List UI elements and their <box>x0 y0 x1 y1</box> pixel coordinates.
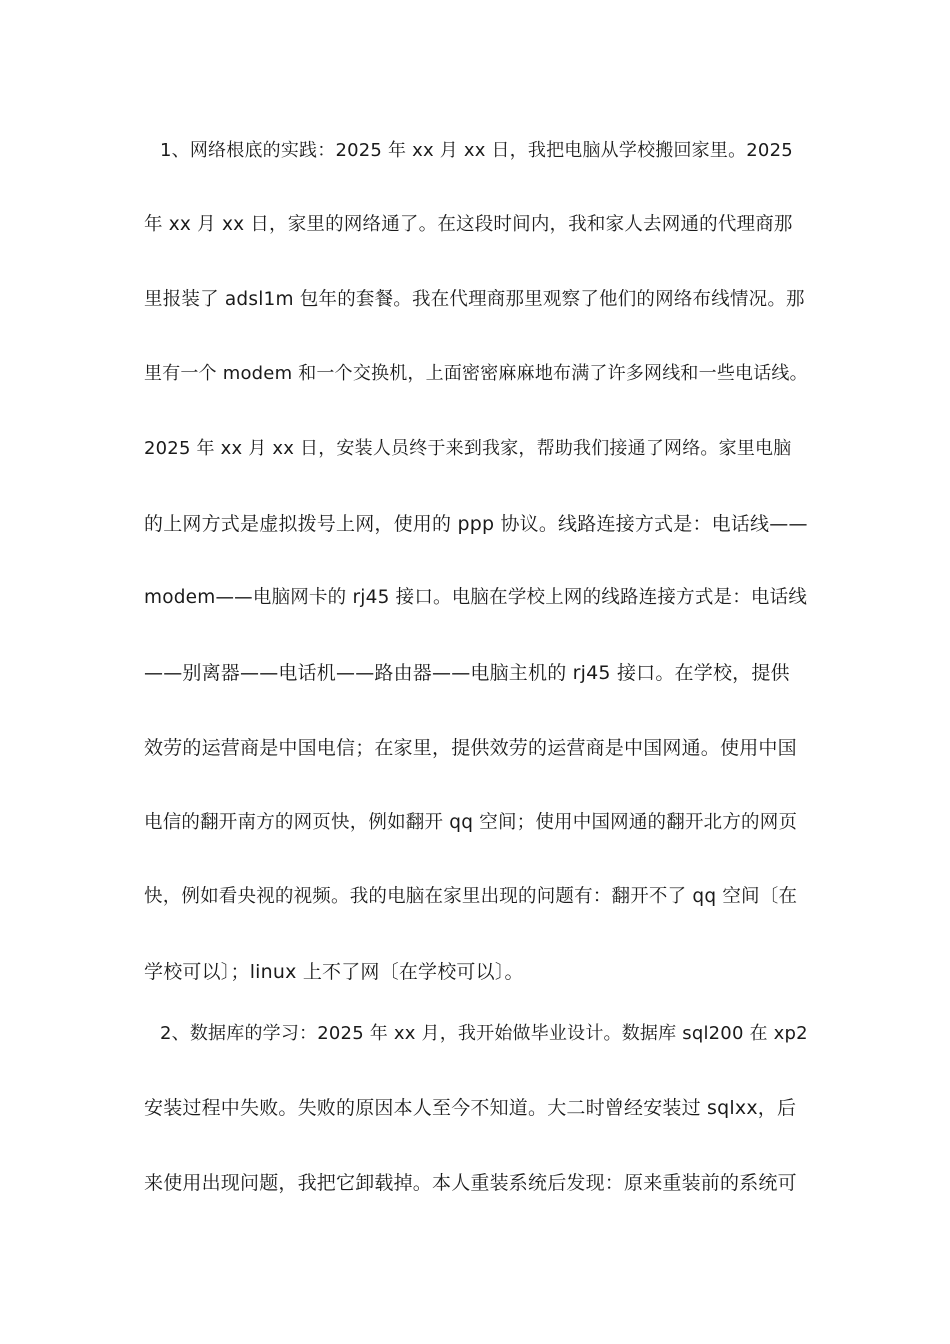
paragraph-1-line-9: 效劳的运营商是中国电信；在家里，提供效劳的运营商是中国网通。使用中国 <box>144 737 797 759</box>
paragraph-2-line-1: 2、数据库的学习：2025 年 xx 月，我开始做毕业设计。数据库 sql200 在 xp2 <box>160 1023 808 1044</box>
paragraph-1-line-7: modem——电脑网卡的 rj45 接口。电脑在学校上网的线路连接方式是：电话线 <box>144 587 808 608</box>
paragraph-1-line-6: 的上网方式是虚拟拨号上网，使用的 ppp 协议。线路连接方式是：电话线—— <box>144 513 808 535</box>
paragraph-1-line-11: 快，例如看央视的视频。我的电脑在家里出现的问题有：翻开不了 qq 空间〔在 <box>144 886 798 907</box>
paragraph-1-line-8: ——别离器——电话机——路由器——电脑主机的 rj45 接口。在学校，提供 <box>144 662 790 684</box>
paragraph-2-line-3: 来使用出现问题，我把它卸载掉。本人重装系统后发现：原来重装前的系统可 <box>144 1172 797 1194</box>
paragraph-1-line-2: 年 xx 月 xx 日，家里的网络通了。在这段时间内，我和家人去网通的代理商那 <box>144 214 793 235</box>
paragraph-2-line-2: 安装过程中失败。失败的原因本人至今不知道。大二时曾经安装过 sqlxx，后 <box>144 1097 797 1119</box>
paragraph-1-line-5: 2025 年 xx 月 xx 日，安装人员终于来到我家，帮助我们接通了网络。家里电脑 <box>144 438 792 459</box>
paragraph-1-line-4: 里有一个 modem 和一个交换机，上面密密麻麻地布满了许多网线和一些电话线。 <box>144 363 808 384</box>
paragraph-1-line-3: 里报装了 adsl1m 包年的套餐。我在代理商那里观察了他们的网络布线情况。那 <box>144 289 805 310</box>
paragraph-1-line-12: 学校可以〕；linux 上不了网〔在学校可以〕。 <box>144 961 524 983</box>
paragraph-1-line-10: 电信的翻开南方的网页快，例如翻开 qq 空间；使用中国网通的翻开北方的网页 <box>144 812 798 833</box>
paragraph-1-line-1: 1、网络根底的实践：2025 年 xx 月 xx 日，我把电脑从学校搬回家里。2025 <box>160 140 793 161</box>
